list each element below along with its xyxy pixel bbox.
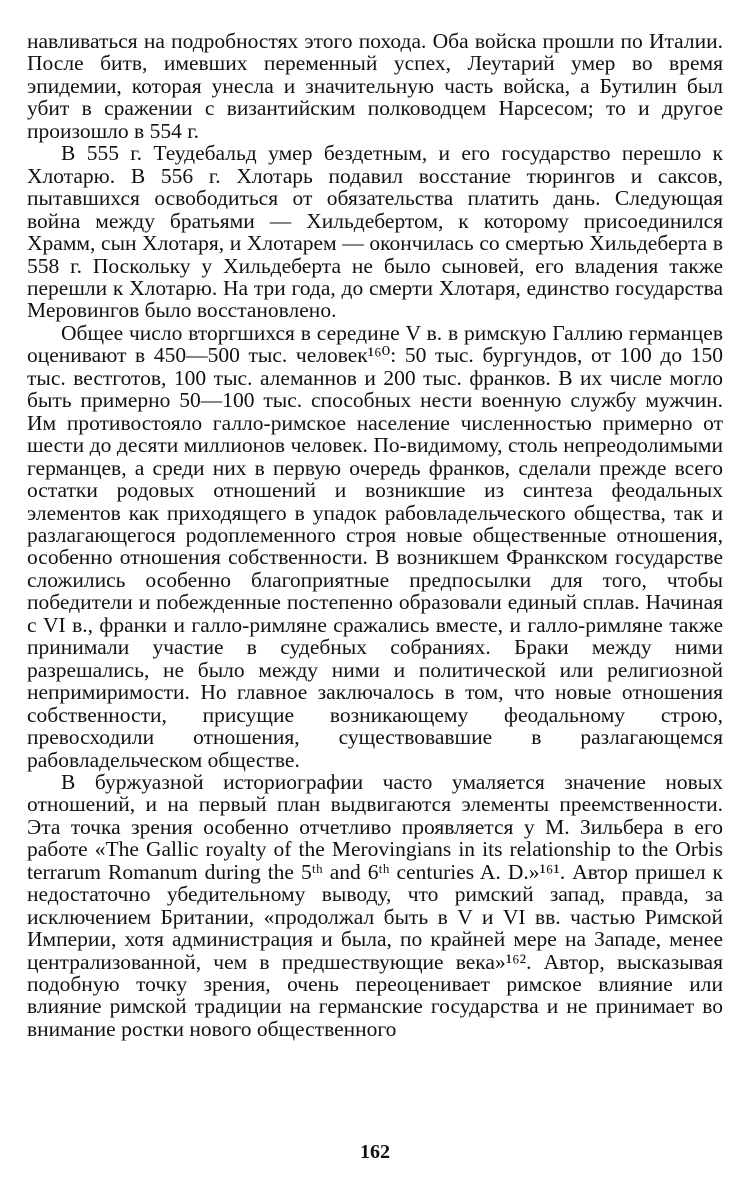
book-page: [27, 30, 723, 1040]
paragraph-1: навливаться на подробностях этого похода. Оба войска прошли по Италии. После битв, имевших переменный успех, Леутарий умер во время эпидемии, которая унесла и значительную часть войска, а Бутилин был убит в сражении с византийским полководцем Нарсесом; то и другое произошло в 554 г.: [27, 29, 723, 143]
paragraph-4: В буржуазной историографии часто умаляется значение новых отношений, и на первый план выдвигаются элементы преемственности. Эта точка зрения особенно отчетливо проявляется у М. Зильбера в его работе «The Gallic royalty of the Merovingians in its relationship to the Orbis terrarum Romanum during the 5ᵗʰ and 6ᵗʰ centuries A. D.»¹⁶¹. Автор пришел к недостаточно убедительному выводу, что римский запад, правда, за исключением Британии, «продолжал быть в V и VI вв. частью Римской Империи, хотя администрация и была, по крайней мере на Западе, менее централизованной, чем в предшествующие века»¹⁶². Автор, высказывая подобную точку зрения, очень переоценивает римское влияние или влияние римской традиции на германские государства и не принимает во внимание ростки нового общественного: [27, 769, 723, 1041]
page-number: 162: [360, 1141, 390, 1163]
paragraph-3: Общее число вторгшихся в середине V в. в римскую Галлию германцев оценивают в 450—500 тыс. человек¹⁶⁰: 50 тыс. бургундов, от 100 до 150 тыс. вестготов, 100 тыс. алеманнов и 200 тыс. франков. В их числе могло быть примерно 50—100 тыс. способных нести военную службу мужчин. Им противостояло галло-римское население численностью примерно от шести до десяти миллионов человек. По-видимому, столь непреодолимыми германцев, а среди них в первую очередь франков, сделали прежде всего остатки родовых отношений и возникшие из синтеза феодальных элементов как приходящего в упадок рабовладельческого общества, так и разлагающегося родоплеменного строя новые общественные отношения, особенно отношения собственности. В возникшем Франкском государстве сложились особенно благоприятные предпосылки для того, чтобы победители и побежденные постепенно образовали единый сплав. Начиная с VI в., франки и галло-римляне сражались вместе, и галло-римляне также принимали участие в судебных собраниях. Браки между ними разрешались, не было между ними и политической или религиозной непримиримости. Но главное заключалось в том, что новые отношения собственности, присущие возникающему феодальному строю, превосходили отношения, существовавшие в разлагающемся рабовладельческом обществе.: [27, 320, 723, 772]
paragraph-2: В 555 г. Теудебальд умер бездетным, и его государство перешло к Хлотарю. В 556 г. Хлотарь подавил восстание тюрингов и саксов, пытавшихся освободиться от обязательства платить дань. Следующая война между братьями — Хильдебертом, к которому присоединился Храмм, сын Хлотаря, и Хлотарем — окончилась со смертью Хильдеберта в 558 г. Поскольку у Хильдеберта не было сыновей, его владения также перешли к Хлотарю. На три года, до смерти Хлотаря, единство государства Меровингов было восстановлено.: [27, 141, 723, 323]
